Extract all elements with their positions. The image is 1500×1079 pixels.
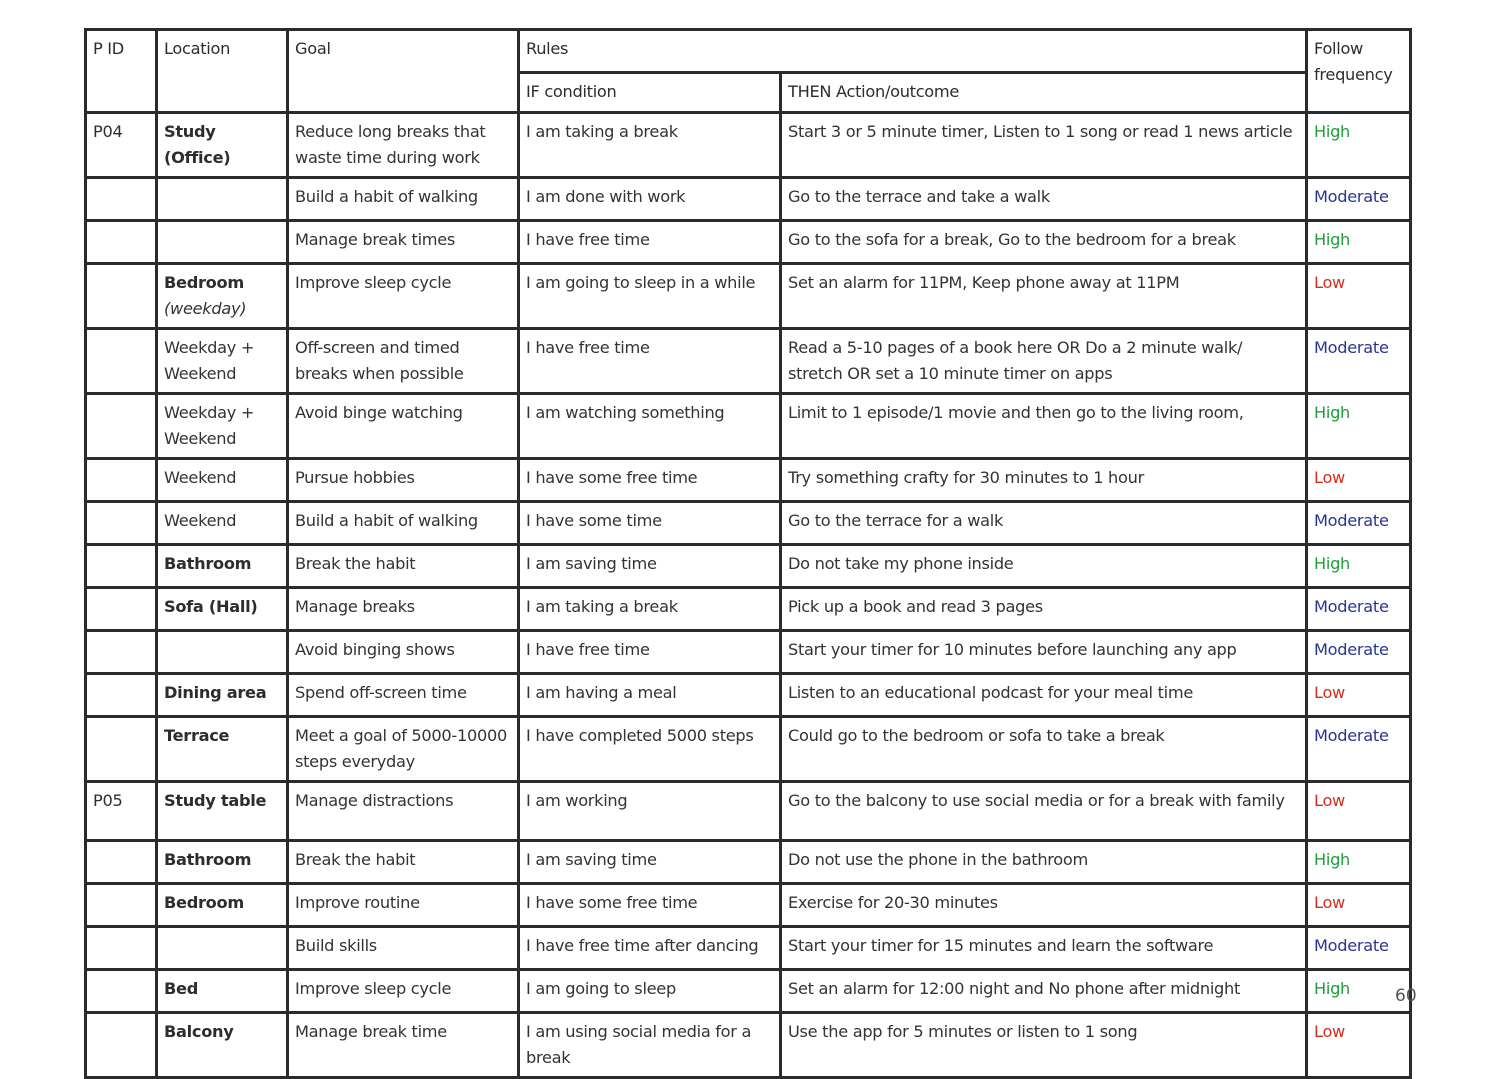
frequency-badge: Low bbox=[1314, 273, 1345, 292]
condition-text: I am working bbox=[526, 791, 628, 810]
cell-pid bbox=[86, 394, 157, 459]
cell-if-condition bbox=[519, 264, 781, 329]
header-pid: P ID bbox=[86, 30, 157, 113]
header-then-action: THEN Action/outcome bbox=[781, 73, 1307, 113]
cell-then-action bbox=[781, 329, 1307, 394]
table-row bbox=[86, 970, 1411, 1013]
cell-location bbox=[157, 113, 288, 178]
action-text: Pick up a book and read 3 pages bbox=[788, 597, 1043, 616]
frequency-badge: Moderate bbox=[1314, 338, 1389, 357]
condition-text: I am using social media for a break bbox=[526, 1022, 752, 1067]
table-row bbox=[86, 717, 1411, 782]
table-row bbox=[86, 329, 1411, 394]
goal-text: Break the habit bbox=[295, 554, 416, 573]
cell-if-condition bbox=[519, 502, 781, 545]
goal-text: Manage break time bbox=[295, 1022, 447, 1041]
cell-then-action bbox=[781, 927, 1307, 970]
goal-text: Meet a goal of 5000-10000 steps everyday bbox=[295, 726, 507, 771]
cell-then-action bbox=[781, 502, 1307, 545]
cell-location bbox=[157, 502, 288, 545]
frequency-badge: High bbox=[1314, 979, 1351, 998]
cell-follow-frequency bbox=[1307, 394, 1411, 459]
cell-if-condition bbox=[519, 970, 781, 1013]
cell-follow-frequency bbox=[1307, 631, 1411, 674]
cell-pid bbox=[86, 178, 157, 221]
goal-text: Manage break times bbox=[295, 230, 456, 249]
cell-follow-frequency bbox=[1307, 329, 1411, 394]
table-row bbox=[86, 221, 1411, 264]
condition-text: I am saving time bbox=[526, 554, 657, 573]
frequency-badge: High bbox=[1314, 554, 1351, 573]
frequency-badge: Moderate bbox=[1314, 640, 1389, 659]
cell-if-condition bbox=[519, 1013, 781, 1078]
location-text: Study bbox=[164, 122, 216, 141]
frequency-badge: Low bbox=[1314, 683, 1345, 702]
cell-goal bbox=[288, 113, 519, 178]
pid-text: P05 bbox=[93, 791, 123, 810]
condition-text: I have free time bbox=[526, 640, 650, 659]
cell-location bbox=[157, 674, 288, 717]
frequency-badge: Low bbox=[1314, 893, 1345, 912]
cell-then-action bbox=[781, 545, 1307, 588]
cell-goal bbox=[288, 178, 519, 221]
table-row bbox=[86, 264, 1411, 329]
cell-follow-frequency bbox=[1307, 264, 1411, 329]
cell-if-condition bbox=[519, 884, 781, 927]
cell-goal bbox=[288, 841, 519, 884]
cell-if-condition bbox=[519, 841, 781, 884]
cell-goal bbox=[288, 264, 519, 329]
table-row bbox=[86, 884, 1411, 927]
cell-follow-frequency bbox=[1307, 502, 1411, 545]
frequency-badge: High bbox=[1314, 403, 1351, 422]
cell-location bbox=[157, 264, 288, 329]
cell-pid bbox=[86, 674, 157, 717]
cell-then-action bbox=[781, 221, 1307, 264]
cell-location bbox=[157, 459, 288, 502]
location-text: Terrace bbox=[164, 726, 230, 745]
header-follow-frequency: Follow frequency bbox=[1307, 30, 1411, 113]
cell-then-action bbox=[781, 394, 1307, 459]
cell-then-action bbox=[781, 970, 1307, 1013]
cell-then-action bbox=[781, 588, 1307, 631]
goal-text: Pursue hobbies bbox=[295, 468, 415, 487]
page-number: 60 bbox=[1395, 986, 1417, 1006]
cell-if-condition bbox=[519, 329, 781, 394]
cell-follow-frequency bbox=[1307, 113, 1411, 178]
cell-then-action bbox=[781, 113, 1307, 178]
frequency-badge: Moderate bbox=[1314, 597, 1389, 616]
cell-pid bbox=[86, 329, 157, 394]
cell-goal bbox=[288, 1013, 519, 1078]
cell-pid bbox=[86, 264, 157, 329]
cell-goal bbox=[288, 782, 519, 841]
cell-if-condition bbox=[519, 631, 781, 674]
location-subtext: (Office) bbox=[164, 148, 231, 167]
table-row bbox=[86, 782, 1411, 841]
action-text: Go to the balcony to use social media or for a break with family bbox=[788, 791, 1285, 810]
header-rules: Rules bbox=[519, 30, 1307, 73]
goal-text: Break the habit bbox=[295, 850, 416, 869]
cell-goal bbox=[288, 394, 519, 459]
cell-follow-frequency bbox=[1307, 674, 1411, 717]
cell-follow-frequency bbox=[1307, 545, 1411, 588]
location-text: Bathroom bbox=[164, 850, 252, 869]
cell-then-action bbox=[781, 178, 1307, 221]
cell-follow-frequency bbox=[1307, 1013, 1411, 1078]
cell-if-condition bbox=[519, 545, 781, 588]
action-text: Listen to an educational podcast for your meal time bbox=[788, 683, 1193, 702]
goal-text: Spend off-screen time bbox=[295, 683, 467, 702]
cell-then-action bbox=[781, 459, 1307, 502]
cell-pid bbox=[86, 782, 157, 841]
action-text: Could go to the bedroom or sofa to take a break bbox=[788, 726, 1165, 745]
cell-pid bbox=[86, 631, 157, 674]
action-text: Try something crafty for 30 minutes to 1 hour bbox=[788, 468, 1144, 487]
action-text: Start your timer for 15 minutes and learn the software bbox=[788, 936, 1214, 955]
location-text: Weekday + Weekend bbox=[164, 338, 255, 383]
action-text: Do not use the phone in the bathroom bbox=[788, 850, 1088, 869]
cell-location bbox=[157, 221, 288, 264]
action-text: Use the app for 5 minutes or listen to 1 song bbox=[788, 1022, 1138, 1041]
cell-pid bbox=[86, 502, 157, 545]
cell-pid bbox=[86, 1013, 157, 1078]
goal-text: Manage distractions bbox=[295, 791, 454, 810]
condition-text: I am going to sleep bbox=[526, 979, 676, 998]
cell-location bbox=[157, 1013, 288, 1078]
table-body bbox=[86, 113, 1411, 1078]
cell-goal bbox=[288, 927, 519, 970]
frequency-badge: High bbox=[1314, 230, 1351, 249]
frequency-badge: Moderate bbox=[1314, 187, 1389, 206]
cell-follow-frequency bbox=[1307, 178, 1411, 221]
cell-if-condition bbox=[519, 588, 781, 631]
cell-goal bbox=[288, 588, 519, 631]
cell-location bbox=[157, 841, 288, 884]
cell-goal bbox=[288, 674, 519, 717]
cell-then-action bbox=[781, 264, 1307, 329]
condition-text: I am done with work bbox=[526, 187, 686, 206]
goal-text: Manage breaks bbox=[295, 597, 415, 616]
table-row bbox=[86, 178, 1411, 221]
cell-follow-frequency bbox=[1307, 782, 1411, 841]
cell-follow-frequency bbox=[1307, 221, 1411, 264]
cell-if-condition bbox=[519, 717, 781, 782]
cell-location bbox=[157, 329, 288, 394]
cell-pid bbox=[86, 927, 157, 970]
cell-if-condition bbox=[519, 927, 781, 970]
goal-text: Reduce long breaks that waste time during work bbox=[295, 122, 486, 167]
cell-then-action bbox=[781, 1013, 1307, 1078]
cell-pid bbox=[86, 588, 157, 631]
cell-if-condition bbox=[519, 113, 781, 178]
action-text: Start your timer for 10 minutes before launching any app bbox=[788, 640, 1237, 659]
table-row bbox=[86, 502, 1411, 545]
cell-pid bbox=[86, 717, 157, 782]
pid-text: P04 bbox=[93, 122, 123, 141]
cell-location bbox=[157, 927, 288, 970]
cell-if-condition bbox=[519, 394, 781, 459]
goal-text: Improve routine bbox=[295, 893, 420, 912]
cell-pid bbox=[86, 970, 157, 1013]
table-row bbox=[86, 841, 1411, 884]
cell-then-action bbox=[781, 884, 1307, 927]
action-text: Start 3 or 5 minute timer, Listen to 1 song or read 1 news article bbox=[788, 122, 1293, 141]
cell-follow-frequency bbox=[1307, 841, 1411, 884]
action-text: Do not take my phone inside bbox=[788, 554, 1014, 573]
location-subtext: (weekday) bbox=[164, 299, 247, 318]
action-text: Read a 5-10 pages of a book here OR Do a 2 minute walk/ stretch OR set a 10 minute timer on apps bbox=[788, 338, 1243, 383]
cell-location bbox=[157, 782, 288, 841]
cell-location bbox=[157, 588, 288, 631]
action-text: Go to the sofa for a break, Go to the bedroom for a break bbox=[788, 230, 1236, 249]
cell-goal bbox=[288, 545, 519, 588]
condition-text: I have some time bbox=[526, 511, 662, 530]
condition-text: I have free time bbox=[526, 338, 650, 357]
cell-location bbox=[157, 178, 288, 221]
cell-pid bbox=[86, 113, 157, 178]
cell-location bbox=[157, 884, 288, 927]
cell-goal bbox=[288, 329, 519, 394]
action-text: Limit to 1 episode/1 movie and then go to the living room, bbox=[788, 403, 1244, 422]
cell-if-condition bbox=[519, 674, 781, 717]
goal-text: Build skills bbox=[295, 936, 377, 955]
table-row bbox=[86, 588, 1411, 631]
action-text: Go to the terrace for a walk bbox=[788, 511, 1004, 530]
cell-location bbox=[157, 717, 288, 782]
cell-location bbox=[157, 631, 288, 674]
cell-follow-frequency bbox=[1307, 717, 1411, 782]
cell-then-action bbox=[781, 841, 1307, 884]
cell-then-action bbox=[781, 631, 1307, 674]
condition-text: I have completed 5000 steps bbox=[526, 726, 754, 745]
cell-goal bbox=[288, 717, 519, 782]
header-goal: Goal bbox=[288, 30, 519, 113]
table-row bbox=[86, 113, 1411, 178]
cell-if-condition bbox=[519, 178, 781, 221]
condition-text: I am having a meal bbox=[526, 683, 677, 702]
cell-follow-frequency bbox=[1307, 884, 1411, 927]
cell-if-condition bbox=[519, 459, 781, 502]
goal-text: Avoid binge watching bbox=[295, 403, 463, 422]
location-text: Bed bbox=[164, 979, 199, 998]
table-row bbox=[86, 927, 1411, 970]
header-location: Location bbox=[157, 30, 288, 113]
cell-if-condition bbox=[519, 221, 781, 264]
cell-then-action bbox=[781, 717, 1307, 782]
cell-goal bbox=[288, 221, 519, 264]
location-text: Study table bbox=[164, 791, 267, 810]
cell-pid bbox=[86, 884, 157, 927]
cell-pid bbox=[86, 545, 157, 588]
cell-if-condition bbox=[519, 782, 781, 841]
table-row bbox=[86, 394, 1411, 459]
goal-text: Build a habit of walking bbox=[295, 187, 478, 206]
action-text: Set an alarm for 12:00 night and No phone after midnight bbox=[788, 979, 1241, 998]
goal-text: Improve sleep cycle bbox=[295, 273, 452, 292]
condition-text: I am taking a break bbox=[526, 122, 678, 141]
location-text: Balcony bbox=[164, 1022, 234, 1041]
condition-text: I have some free time bbox=[526, 893, 698, 912]
cell-follow-frequency bbox=[1307, 927, 1411, 970]
cell-then-action bbox=[781, 782, 1307, 841]
location-text: Bathroom bbox=[164, 554, 252, 573]
goal-text: Improve sleep cycle bbox=[295, 979, 452, 998]
frequency-badge: Low bbox=[1314, 468, 1345, 487]
frequency-badge: High bbox=[1314, 850, 1351, 869]
frequency-badge: Moderate bbox=[1314, 726, 1389, 745]
rules-table bbox=[84, 28, 1412, 1079]
cell-goal bbox=[288, 631, 519, 674]
table-row bbox=[86, 674, 1411, 717]
cell-goal bbox=[288, 970, 519, 1013]
location-text: Weekend bbox=[164, 468, 237, 487]
condition-text: I am taking a break bbox=[526, 597, 678, 616]
condition-text: I have some free time bbox=[526, 468, 698, 487]
table-row bbox=[86, 631, 1411, 674]
action-text: Set an alarm for 11PM, Keep phone away at 11PM bbox=[788, 273, 1180, 292]
condition-text: I am saving time bbox=[526, 850, 657, 869]
cell-location bbox=[157, 394, 288, 459]
cell-then-action bbox=[781, 674, 1307, 717]
condition-text: I am going to sleep in a while bbox=[526, 273, 756, 292]
header-if-condition: IF condition bbox=[519, 73, 781, 113]
goal-text: Build a habit of walking bbox=[295, 511, 478, 530]
table-row bbox=[86, 545, 1411, 588]
frequency-badge: Moderate bbox=[1314, 511, 1389, 530]
cell-location bbox=[157, 545, 288, 588]
action-text: Go to the terrace and take a walk bbox=[788, 187, 1050, 206]
cell-pid bbox=[86, 841, 157, 884]
table-row bbox=[86, 459, 1411, 502]
frequency-badge: Moderate bbox=[1314, 936, 1389, 955]
location-text: Bedroom bbox=[164, 273, 244, 292]
location-text: Sofa (Hall) bbox=[164, 597, 258, 616]
cell-pid bbox=[86, 221, 157, 264]
cell-follow-frequency bbox=[1307, 588, 1411, 631]
cell-location bbox=[157, 970, 288, 1013]
location-text: Dining area bbox=[164, 683, 267, 702]
cell-goal bbox=[288, 502, 519, 545]
frequency-badge: Low bbox=[1314, 791, 1345, 810]
location-text: Weekend bbox=[164, 511, 237, 530]
cell-follow-frequency bbox=[1307, 459, 1411, 502]
goal-text: Avoid binging shows bbox=[295, 640, 455, 659]
condition-text: I have free time bbox=[526, 230, 650, 249]
table-row bbox=[86, 1013, 1411, 1078]
location-text: Bedroom bbox=[164, 893, 244, 912]
frequency-badge: High bbox=[1314, 122, 1351, 141]
cell-pid bbox=[86, 459, 157, 502]
action-text: Exercise for 20-30 minutes bbox=[788, 893, 998, 912]
frequency-badge: Low bbox=[1314, 1022, 1345, 1041]
condition-text: I have free time after dancing bbox=[526, 936, 759, 955]
location-text: Weekday + Weekend bbox=[164, 403, 255, 448]
cell-goal bbox=[288, 884, 519, 927]
cell-goal bbox=[288, 459, 519, 502]
goal-text: Off-screen and timed breaks when possible bbox=[295, 338, 464, 383]
condition-text: I am watching something bbox=[526, 403, 725, 422]
